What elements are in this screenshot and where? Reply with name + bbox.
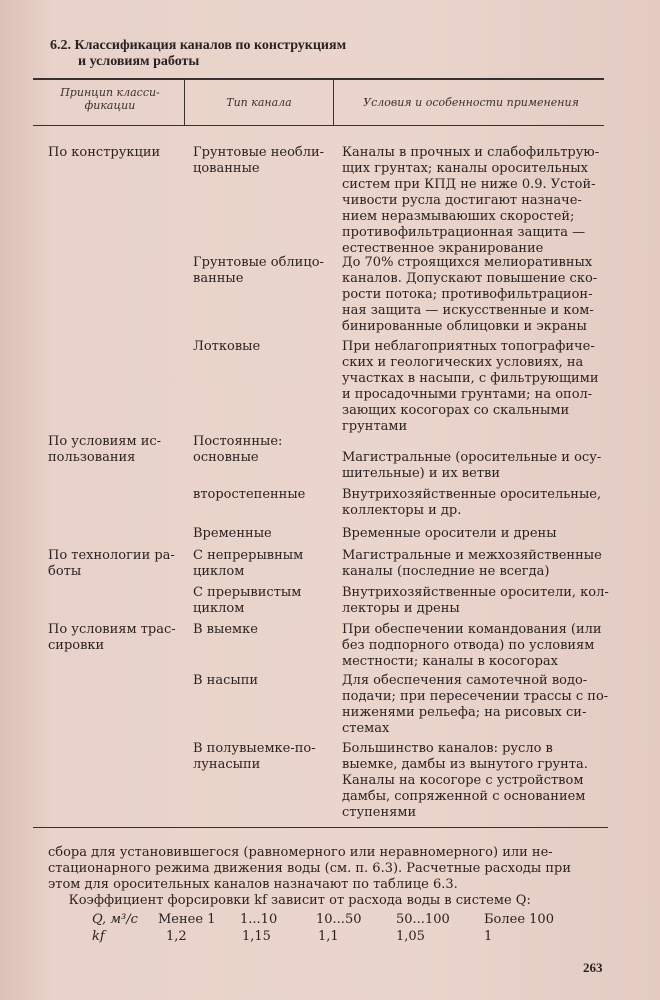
- header-divider-1: [184, 79, 185, 125]
- table-row-7-principle: По технологии ра- боты: [48, 548, 175, 579]
- table-row-1-principle: По конструкции: [48, 145, 161, 160]
- coefficient-value: 1: [484, 929, 493, 944]
- table-row-1-type: Грунтовые необли- цованные: [193, 145, 325, 176]
- table-row-4-type: Постоянные: основные: [193, 434, 283, 465]
- discharge-value: 1...10: [240, 912, 278, 927]
- column-header-principle: Принцип класси- фикации: [60, 86, 160, 112]
- heading-line-1: 6.2. Классификация каналов по конструкциям: [50, 38, 347, 53]
- table-row-4-conditions: Магистральные (оросительные и осу- шительные) и их ветви: [342, 450, 602, 481]
- table-row-4-principle: По условиям ис- пользования: [48, 434, 162, 465]
- table-row-7-type: С непрерывным циклом: [193, 548, 304, 579]
- discharge-value: 10...50: [316, 912, 362, 927]
- column-header-conditions: Условия и особенности применения: [363, 96, 579, 109]
- table-row-11-conditions: Большинство каналов: русло в выемке, дамбы из вынутого грунта. Каналы на косогоре с устройством дамбы, сопряженной с основанием ступенями: [342, 741, 588, 820]
- table-row-1-conditions: Каналы в прочных и слабофильтрую- щих грунтах; каналы оросительных систем при КПД не ниже 0.9. Устой- чивости русла достигают назначе- нием неразмываюших скоростей; противофильтрационная защита — естественное экранирование: [342, 145, 600, 256]
- discharge-value: 50...100: [396, 912, 450, 927]
- table-row-9-principle: По условиям трас- сировки: [48, 622, 176, 653]
- table-row-2-type: Грунтовые облицо- ванные: [193, 255, 324, 286]
- table-row-9-conditions: При обеспечении командования (или без подпорного отвода) по условиям местности; каналы в косогорах: [342, 622, 602, 669]
- header-divider-2: [333, 79, 334, 125]
- table-row-8-type: С прерывистым циклом: [193, 585, 302, 616]
- table-row-8-conditions: Внутрихозяйственные оросители, кол- лекторы и дрены: [342, 585, 609, 616]
- table-row-6-type: Временные: [193, 526, 272, 541]
- table-bottom-rule: [33, 827, 608, 828]
- coefficient-value: 1,1: [318, 929, 339, 944]
- table-row-5-type: второстепенные: [193, 487, 306, 502]
- coefficient-label: kf: [92, 929, 105, 944]
- table-row-5-conditions: Внутрихозяйственные оросительные, коллекторы и др.: [342, 487, 602, 518]
- coefficient-value: 1,15: [242, 929, 271, 944]
- discharge-value: Менее 1: [158, 912, 216, 927]
- table-row-2-conditions: До 70% строящихся мелиоративных каналов. Допускают повышение ско- рости потока; противофильтрацион- ная защита — искусственные и ком- бинированные облицовки и экраны: [342, 255, 598, 334]
- table-row-3-type: Лотковые: [193, 339, 261, 354]
- table-row-11-type: В полувыемке-по- лунасыпи: [193, 741, 316, 772]
- discharge-value: Более 100: [484, 912, 554, 927]
- section-heading: [50, 38, 610, 70]
- table-row-3-conditions: При неблагоприятных топографиче- ских и геологических условиях, на участках в насыпи, с фильтрующими и просадочными грунтами; на опол- зающих косогорах со скальными грунтами: [342, 339, 599, 434]
- body-paragraph-2: Коэффициент форсировки kf зависит от расхода воды в системе Q:: [48, 893, 531, 908]
- header-bottom-rule: [33, 125, 604, 126]
- coefficient-value: 1,2: [166, 929, 187, 944]
- body-paragraph-1: сбора для установившегося (равномерного или неравномерного) или не- стационарного режима движения воды (см. п. 6.3). Расчетные расходы при этом для оросительных каналов назначают по таблице 6.3.: [48, 845, 572, 892]
- table-top-rule: [33, 78, 604, 80]
- page-number: 263: [583, 960, 603, 975]
- table-row-7-conditions: Магистральные и межхозяйственные каналы (последние не всегда): [342, 548, 602, 579]
- discharge-label: Q, м³/с: [92, 912, 138, 927]
- table-row-9-type: В выемке: [193, 622, 258, 637]
- table-row-6-conditions: Временные оросители и дрены: [342, 526, 557, 541]
- table-row-10-type: В насыпи: [193, 673, 259, 688]
- column-header-type: Тип канала: [226, 96, 292, 109]
- heading-line-2: и условиям работы: [78, 54, 200, 69]
- table-row-10-conditions: Для обеспечения самотечной водо- подачи; при пересечении трассы с по- ниженями рельефа; на рисовых си- стемах: [342, 673, 609, 736]
- coefficient-value: 1,05: [396, 929, 425, 944]
